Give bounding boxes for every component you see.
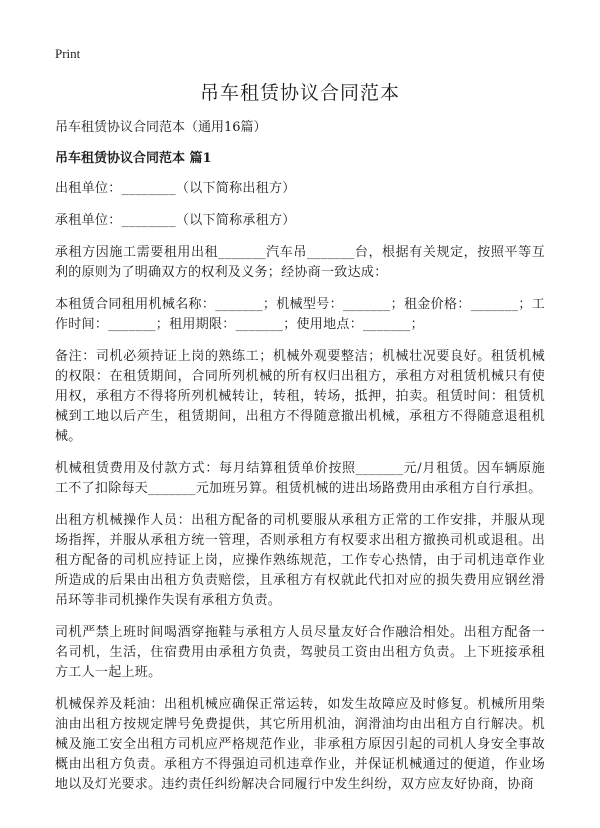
section-heading: 吊车租赁协议合同范本 篇1 bbox=[55, 151, 212, 166]
paragraph-fees: 机械租赁费用及付款方式：每月结算租赁单价按照_______元/月租赁。因车辆原施工不了扣除每天_______元加班另算。租赁机械的进出场路费用由承租方自行承担。 bbox=[55, 461, 545, 496]
paragraph-remarks: 备注：司机必须持证上岗的熟练工；机械外观要整洁；机械壮况要良好。租赁机械的权限：在租赁期间，合同所列机械的所有权归出租方，承租方对租赁机械只有使用权，承租方不得将所列机械转让，转租，转场，抵押，拍卖。租赁时间：租赁机械到工地以后产生，租赁期间，出租方不得随意撤出机械，承租方不得随意退租机械。 bbox=[55, 349, 545, 444]
paragraph-lessee: 承租单位：________（以下简称承租方） bbox=[55, 213, 296, 228]
document-body bbox=[55, 118, 545, 807]
paragraph-operators: 出租方机械操作人员：出租方配备的司机要服从承租方正常的工作安排，并服从现场指挥，并服从承租方统一管理，否则承租方有权要求出租方撤换司机或退租。出租方配备的司机应持证上岗，应操作熟练规范，工作专心热情，由于司机违章作业所造成的后果由出租方负责赔偿，且承租方有权就此代扣对应的损失费用应钢丝滑吊环等非司机操作失误有承租方负责。 bbox=[55, 513, 545, 608]
paragraph-driver-conduct: 司机严禁上班时间喝酒穿拖鞋与承租方人员尽量友好合作融洽相处。出租方配备一名司机，生活，住宿费用由承租方负责，驾驶员工资由出租方负责。上下班接承租方工人一起上班。 bbox=[55, 625, 545, 680]
paragraph-machine-details: 本租赁合同租用机械名称：_______；机械型号：_______；租金价格：_______；工作时间：_______；租用期限：_______；使用地点：_______； bbox=[55, 297, 545, 332]
document-subtitle: 吊车租赁协议合同范本（通用16篇） bbox=[55, 120, 267, 135]
document-title: 吊车租赁协议合同范本 bbox=[199, 82, 400, 104]
paragraph-lessor: 出租单位：________（以下简称出租方） bbox=[55, 181, 296, 196]
paragraph-purpose: 承租方因施工需要租用出租_______汽车吊_______台，根据有关规定，按照平等互利的原则为了明确双方的权利及义务；经协商一致达成： bbox=[55, 245, 545, 280]
paragraph-maintenance: 机械保养及耗油：出租机械应确保正常运转，如发生故障应及时修复。机械所用柴油由出租方按规定牌号免费提供，其它所用机油，润滑油均由出租方自行解决。机械及施工安全出租方司机应严格规范作业，非承租方原因引起的司机人身安全事故概由出租方负责。承租方不得强迫司机违章作业，并保证机械通过的便道，作业场地以及灯光要求。违约责任纠纷解决合同履行中发生纠纷，双方应友好协商，协商 bbox=[55, 697, 545, 792]
print-link[interactable]: Print bbox=[55, 46, 81, 61]
